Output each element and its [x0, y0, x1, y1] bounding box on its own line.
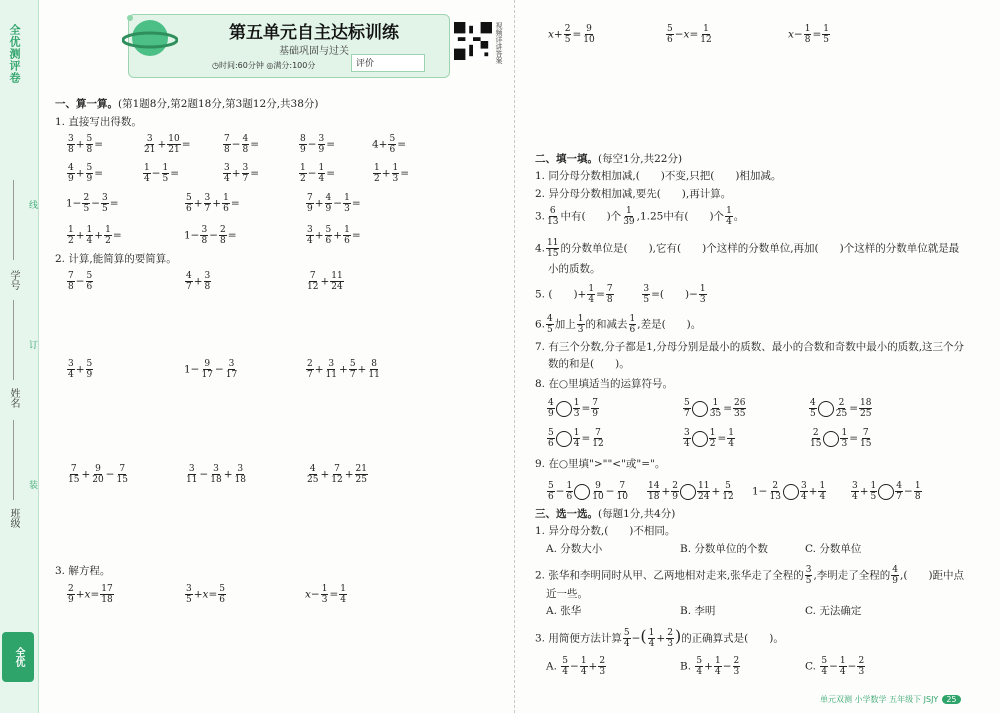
compare-blank[interactable]: 1− $\frac{2}{13}$ $\frac{3}{4}$ + $\frac{1}{4}$: [752, 481, 826, 502]
page-header: [128, 14, 508, 78]
blank-circle: [556, 431, 572, 447]
page-fold-line: [514, 0, 515, 713]
calc-item: $\frac{1}{2}$ − $\frac{1}{4}$ =: [300, 163, 336, 184]
page-title: 第五单元自主达标训练: [229, 23, 399, 43]
publisher-logo: 全优: [2, 632, 34, 682]
compare-blank[interactable]: $\frac{3}{4}$ + $\frac{1}{5}$ $\frac{4}{7}$ − $\frac{1}{8}$: [852, 481, 921, 502]
section2-q4-cont: 小的质数。: [548, 263, 601, 275]
section2-q1: 1. 同分母分数相加减,( )不变,只把( )相加减。: [535, 170, 782, 182]
compare-blank[interactable]: $\frac{14}{18}$ + $\frac{2}{9}$ $\frac{11}{24}$ + $\frac{5}{12}$: [648, 481, 734, 502]
option-b[interactable]: B. 分数单位的个数: [680, 543, 768, 555]
calc-item: 1− $\frac{2}{5}$ − $\frac{3}{5}$ =: [66, 193, 119, 214]
blank-circle: [692, 401, 708, 417]
option-b[interactable]: B. $\frac{5}{4}$ + $\frac{1}{4}$ − $\frac{2}{3}$: [680, 656, 740, 677]
calc-item: 4+ $\frac{5}{6}$ =: [372, 134, 407, 155]
calc-item: $\frac{1}{2}$ + $\frac{1}{3}$ =: [374, 163, 410, 184]
calc-item: $\frac{7}{8}$ − $\frac{4}{8}$ =: [224, 134, 260, 155]
calc-item: $\frac{3}{4}$ + $\frac{3}{7}$ =: [224, 163, 260, 184]
calc-item: $\frac{1}{4}$ − $\frac{1}{5}$ =: [144, 163, 180, 184]
calc-item: $\frac{4}{25}$ + $\frac{7}{12}$ + $\frac{21}{25}$: [307, 464, 367, 485]
cut-mark: 装: [27, 480, 37, 489]
option-a[interactable]: A. 分数大小: [546, 543, 603, 555]
blank-circle: [878, 484, 894, 500]
section2-q4: 4. $\frac{11}{15}$ 的分数单位是( ),它有( )个这样的分数单位,再加( )个这样的分数单位就是最: [535, 238, 960, 259]
symbol-blank[interactable]: $\frac{5}{7}$ $\frac{1}{35}$ = $\frac{26}{35}$: [684, 398, 746, 419]
section2-q5: 5. ( )+ $\frac{1}{4}$ = $\frac{7}{8}$ $\frac{3}{5}$ =( )− $\frac{1}{3}$: [535, 284, 706, 305]
calc-item: $\frac{3}{11}$ − $\frac{3}{18}$ + $\frac{3}{18}$: [186, 464, 246, 485]
calc-item: 1− $\frac{3}{8}$ − $\frac{2}{8}$ =: [184, 225, 237, 246]
qr-code-icon: [454, 22, 492, 60]
evaluation-box: 评价: [351, 54, 425, 72]
option-c[interactable]: C. $\frac{5}{4}$ − $\frac{1}{4}$ − $\frac{2}{3}$: [805, 656, 865, 677]
equation-item: $\frac{5}{6}$ −x= $\frac{1}{12}$: [667, 24, 712, 45]
class-label: 班级: [8, 508, 19, 528]
section2-q9: 9. 在○里填">""<"或"="。: [535, 458, 666, 470]
full-score: 满分:100分: [273, 61, 316, 70]
page-footer: [820, 694, 961, 705]
section1-q2: 2. 计算,能简算的要简算。: [55, 253, 177, 265]
option-c[interactable]: C. 分数单位: [805, 543, 862, 555]
symbol-blank[interactable]: $\frac{4}{5}$ $\frac{2}{25}$ = $\frac{18}{25}$: [810, 398, 872, 419]
footer-text: 单元双测 小学数学 五年级下 JSJY: [820, 695, 939, 704]
field-line: [13, 300, 14, 380]
symbol-blank[interactable]: $\frac{2}{15}$ $\frac{1}{3}$ = $\frac{7}{15}$: [810, 428, 872, 449]
section1-q3: 3. 解方程。: [55, 565, 111, 577]
clock-icon: ◷: [212, 61, 219, 70]
page-subtitle: 基础巩固与过关: [279, 46, 349, 57]
symbol-blank[interactable]: $\frac{3}{4}$ $\frac{1}{2}$ = $\frac{1}{4}$: [684, 428, 735, 449]
calc-item: $\frac{7}{15}$ + $\frac{9}{20}$ − $\frac{7}{15}$: [68, 464, 128, 485]
calc-item: 1− $\frac{9}{17}$ − $\frac{3}{17}$: [184, 359, 238, 380]
option-b[interactable]: B. 李明: [680, 605, 716, 617]
student-number-label: 学号: [8, 270, 19, 290]
page-number: 25: [942, 695, 960, 704]
section1-q1: 1. 直接写出得数。: [55, 116, 142, 128]
blank-circle: [783, 484, 799, 500]
blank-circle: [556, 401, 572, 417]
calc-item: $\frac{2}{7}$ + $\frac{3}{11}$ + $\frac{5}{7}$ + $\frac{8}{11}$: [307, 359, 380, 380]
symbol-blank[interactable]: $\frac{4}{9}$ $\frac{1}{3}$ = $\frac{7}{9}$: [548, 398, 599, 419]
compare-blank[interactable]: $\frac{5}{6}$ − $\frac{1}{6}$ $\frac{9}{10}$ − $\frac{7}{10}$: [548, 481, 628, 502]
score-icon: ◎: [266, 61, 274, 70]
section1-heading: 一、算一算。(第1题8分,第2题18分,第3题12分,共38分): [55, 98, 319, 110]
name-label: 姓名: [8, 388, 19, 408]
blank-circle: [680, 484, 696, 500]
equation-item: $\frac{2}{9}$ +x= $\frac{17}{18}$: [68, 584, 113, 605]
calc-item: $\frac{7}{12}$ + $\frac{11}{24}$: [307, 271, 343, 292]
option-c[interactable]: C. 无法确定: [805, 605, 862, 617]
section2-q8: 8. 在○里填适当的运算符号。: [535, 378, 674, 390]
cut-mark: 线: [27, 200, 37, 209]
field-line: [13, 420, 14, 500]
qr-label: 视频详讲答案: [495, 22, 503, 64]
option-a[interactable]: A. $\frac{5}{4}$ − $\frac{1}{4}$ + $\frac{2}{3}$: [546, 656, 606, 677]
equation-item: x+ $\frac{2}{5}$ = $\frac{9}{10}$: [548, 24, 595, 45]
section2-q7: 7. 有三个分数,分子都是1,分母分别是最小的质数、最小的合数和奇数中最小的质数,这三个分: [535, 341, 965, 353]
calc-item: $\frac{4}{9}$ + $\frac{5}{9}$ =: [68, 163, 104, 184]
calc-item: $\frac{1}{2}$ + $\frac{1}{4}$ + $\frac{1}{2}$ =: [68, 225, 122, 246]
section3-q2-cont: 近一些。: [546, 588, 588, 600]
symbol-blank[interactable]: $\frac{5}{6}$ $\frac{1}{4}$ = $\frac{7}{12}$: [548, 428, 604, 449]
option-a[interactable]: A. 张华: [546, 605, 582, 617]
calc-item: $\frac{4}{7}$ + $\frac{3}{8}$: [186, 271, 211, 292]
section2-q6: 6. $\frac{4}{5}$ 加上 $\frac{1}{3}$ 的和减去 $\frac{1}{6}$ ,差是( )。: [535, 314, 702, 335]
planet-icon: [122, 10, 178, 66]
time-score-meta: [212, 60, 315, 71]
blank-circle: [692, 431, 708, 447]
calc-item: $\frac{7}{8}$ − $\frac{5}{6}$: [68, 271, 93, 292]
calc-item: $\frac{8}{9}$ − $\frac{3}{9}$ =: [300, 134, 336, 155]
calc-item: $\frac{5}{6}$ + $\frac{3}{7}$ + $\frac{1}{6}$ =: [186, 193, 240, 214]
calc-item: $\frac{7}{9}$ + $\frac{4}{9}$ − $\frac{1}{3}$ =: [307, 193, 361, 214]
calc-item: $\frac{3}{4}$ + $\frac{5}{9}$: [68, 359, 93, 380]
section3-q3: 3. 用简便方法计算 $\frac{5}{4}$ −( $\frac{1}{4}$ + $\frac{2}{3}$ )的正确算式是( )。: [535, 626, 784, 649]
section3-q1: 1. 异分母分数,( )不相同。: [535, 525, 676, 537]
equation-item: x− $\frac{1}{3}$ = $\frac{1}{4}$: [305, 584, 347, 605]
section3-heading: 三、选一选。(每题1分,共4分): [535, 508, 676, 520]
equation-item: $\frac{3}{5}$ +x= $\frac{5}{6}$: [186, 584, 226, 605]
section2-q3: 3. $\frac{6}{13}$ 中有( )个 $\frac{1}{39}$ ,1.25中有( )个 $\frac{1}{4}$ 。: [535, 206, 745, 227]
brand-label: 全优测评卷: [8, 24, 21, 84]
calc-item: $\frac{3}{8}$ + $\frac{5}{8}$ =: [68, 134, 104, 155]
calc-item: $\frac{3}{21}$ + $\frac{10}{21}$ =: [144, 134, 191, 155]
blank-circle: [818, 401, 834, 417]
calc-item: $\frac{3}{4}$ + $\frac{5}{6}$ + $\frac{1}{6}$ =: [307, 225, 361, 246]
blank-circle: [574, 484, 590, 500]
section2-q2: 2. 异分母分数相加减,要先( ),再计算。: [535, 188, 732, 200]
section3-q2: 2. 张华和李明同时从甲、乙两地相对走来,张华走了全程的 $\frac{3}{5}$ ,李明走了全程的 $\frac{4}{9}$ ,( )距中点: [535, 565, 965, 586]
cut-mark: 订: [27, 340, 37, 349]
blank-circle: [823, 431, 839, 447]
section2-heading: 二、填一填。(每空1分,共22分): [535, 153, 683, 165]
binding-sidebar: [0, 0, 39, 713]
section2-q7-cont: 数的和是( )。: [548, 358, 630, 370]
field-line: [13, 180, 14, 260]
time-limit: 时间:60分钟: [218, 61, 264, 70]
equation-item: x− $\frac{1}{8}$ = $\frac{1}{5}$: [788, 24, 830, 45]
